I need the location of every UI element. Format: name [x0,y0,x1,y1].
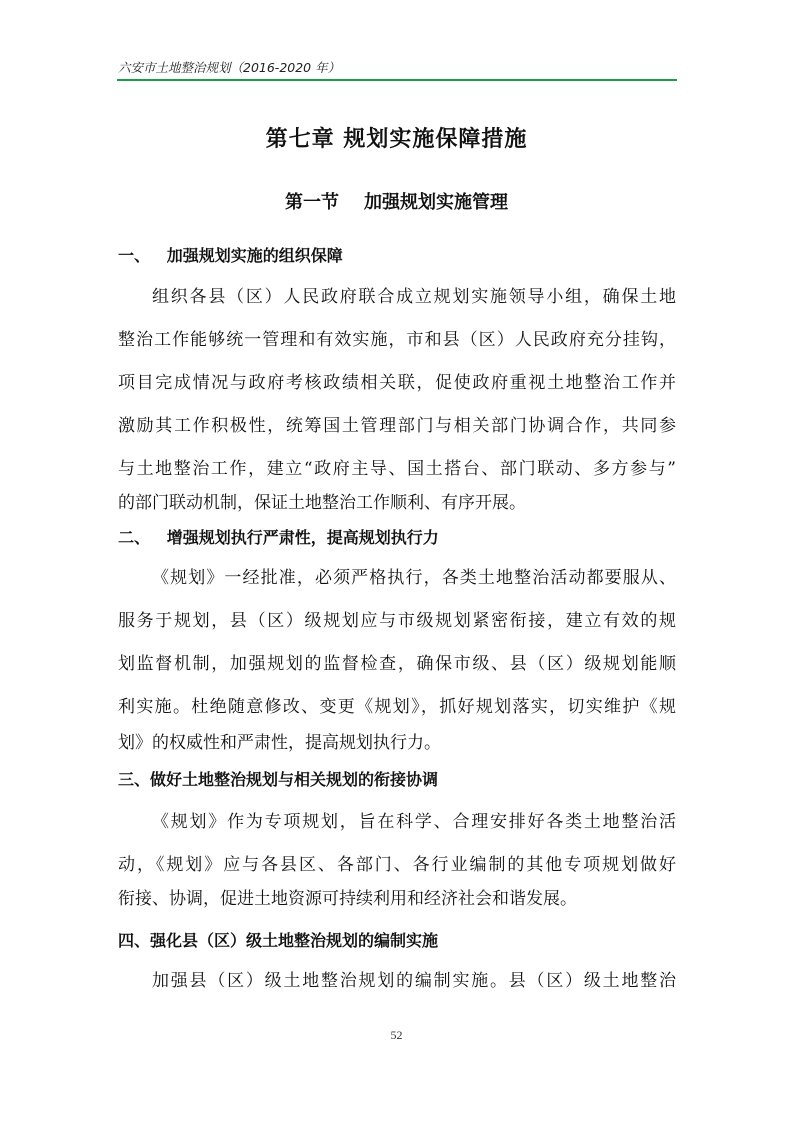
paragraph-2-line: 服务于规划，县（区）级规划应与市级规划紧密衔接，建立有效的规 [118,611,676,631]
paragraph-1-line: 的部门联动机制，保证土地整治工作顺利、有序开展。 [118,493,526,513]
paragraph-1-line: 组织各县（区）人民政府联合成立规划实施领导小组，确保土地 [152,287,676,307]
paragraph-4-line: 加强县（区）级土地整治规划的编制实施。县（区）级土地整治 [152,971,676,991]
chapter-title: 第七章 规划实施保障措施 [265,127,528,152]
paragraph-1-line: 整治工作能够统一管理和有效实施，市和县（区）人民政府充分挂钩， [118,330,676,350]
paragraph-2-line: 划》的权威性和严肃性，提高规划执行力。 [118,733,441,753]
paragraph-3-line: 衔接、协调，促进土地资源可持续利用和经济社会和谐发展。 [118,889,577,909]
paragraph-1-line: 项目完成情况与政府考核政绩相关联，促使政府重视土地整治工作并 [118,373,676,393]
page-number: 52 [390,1028,403,1042]
running-header: 六安市土地整治规划（2016-2020 年） [118,60,341,75]
heading-1: 一、 加强规划实施的组织保障 [118,246,343,265]
paragraph-3-line: 动，《规划》应与各县区、各部门、各行业编制的其他专项规划做好 [118,855,676,875]
heading-2: 二、 增强规划执行严肃性，提高规划执行力 [118,528,439,547]
paragraph-1-line: 与土地整治工作，建立“政府主导、国土搭台、部门联动、多方参与” [118,459,676,479]
paragraph-3-line: 《规划》作为专项规划，旨在科学、合理安排好各类土地整治活 [152,812,676,832]
paragraph-2-line: 利实施。杜绝随意修改、变更《规划》，抓好规划落实，切实维护《规 [118,697,676,717]
paragraph-2-line: 《规划》一经批准，必须严格执行，各类土地整治活动都要服从、 [152,568,676,588]
paragraph-1-line: 激励其工作积极性，统筹国土管理部门与相关部门协调合作，共同参 [118,416,676,436]
section-title: 第一节 加强规划实施管理 [284,192,509,213]
header-rule [117,79,677,81]
paragraph-2-line: 划监督机制，加强规划的监督检查，确保市级、县（区）级规划能顺 [118,654,676,674]
heading-3: 三、做好土地整治规划与相关规划的衔接协调 [118,770,439,789]
heading-4: 四、强化县（区）级土地整治规划的编制实施 [118,931,439,950]
